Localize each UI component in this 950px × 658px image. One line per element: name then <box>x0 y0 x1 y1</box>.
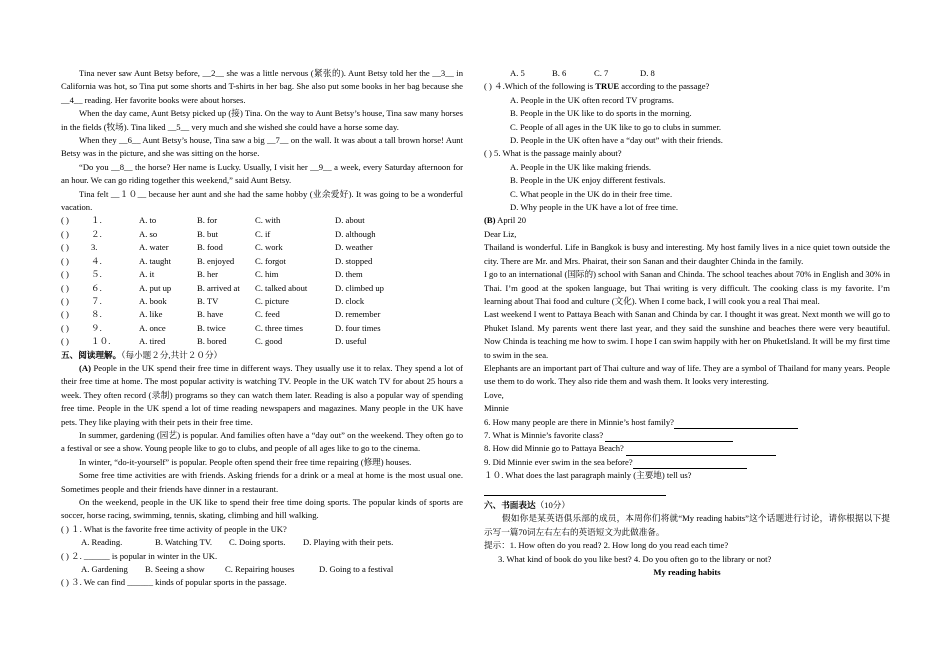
question-4-option-b: B. People in the UK like to do sports in the morning. <box>510 108 692 119</box>
passage-a-para-1: (A) People in the UK spend their free time in different ways. They usually use it to relax. They spend a lot of their free time at home. The most popular activity is watching TV. People in the UK watch TV for about 25 hours a week. They often record (录制) programs so they can watch them later. Reading is also a popular way of spending free time. People in the UK spend a lot of time reading newspapers and magazines. Many people in the UK have pets. They like playing with their pets in their free time. <box>61 362 463 427</box>
question-3: ( ) ３. We can find ______ kinds of popular sports in the passage. <box>61 577 287 588</box>
cloze-paragraph-2: When the day came, Aunt Betsy picked up (接) Tina. On the way to Aunt Betsy’s house, Tina saw many horses in the fields (牧场). Tina liked __5__ very much and she wished she could have a horse some day. <box>61 108 463 132</box>
cloze-paragraph-3: When they __6__ Aunt Betsy’s house, Tina saw a big __7__ on the wall. It was about a tall brown horse! Aunt Betsy was in the picture, and she was sitting on the horse. <box>61 135 463 159</box>
choice-row: ( ) １０. A. tired B. bored C. good D. useful <box>61 336 367 347</box>
letter-signature: Minnie <box>484 403 509 414</box>
question-4-option-c: C. People of all ages in the UK like to go to clubs in summer. <box>510 121 721 132</box>
question-5-option-c: C. What people in the UK do in their free time. <box>510 188 673 199</box>
open-question-8: 8. How did Minnie go to Pattaya Beach? <box>484 442 890 455</box>
question-1: ( ) １. What is the favorite free time activity of people in the UK? <box>61 523 287 534</box>
choice-row: ( ) ７. A. book B. TV C. picture D. clock <box>61 295 365 306</box>
question-4-option-a: A. People in the UK often record TV programs. <box>510 94 674 105</box>
letter-para-3: Last weekend I went to Pattaya Beach with Sanan and Chinda by car. I thought it was great. Next month we will go to Phuket Island. My parents went there last year, and they said the sunshine and beaches there were very beautiful. Now Chinda is teaching me how to swim. I hope I can swim happily with her on PhuketIsland. It will be my first time to swim in the sea. <box>484 309 890 360</box>
choice-row: ( ) ５. A. it B. her C. him D. them <box>61 269 363 280</box>
letter-closing: Love, <box>484 389 504 400</box>
question-3-options: A. 5 B. 6 C. 7 D. 8 <box>510 68 655 78</box>
passage-a-para-5: On the weekend, people in the UK like to spend their free time doing sports. The popular kinds of sports are soccer, horse racing, swimming, tennis, skating, climbing and hill walking. <box>61 497 463 521</box>
question-5-option-a: A. People in the UK like making friends. <box>510 161 652 172</box>
question-5-option-b: B. People in the UK enjoy different festivals. <box>510 175 666 186</box>
question-5: ( ) 5. What is the passage mainly about? <box>484 148 622 159</box>
letter-date: (B) April 20 <box>484 215 527 226</box>
question-4: ( ) ４.Which of the following is TRUE according to the passage? <box>484 81 710 92</box>
open-question-10-answer <box>484 483 890 496</box>
essay-title: My reading habits <box>653 567 721 578</box>
question-5-option-d: D. Why people in the UK have a lot of free time. <box>510 202 679 213</box>
section-6-heading: 六、书面表达（10分） <box>484 500 570 510</box>
answer-line[interactable] <box>633 458 747 469</box>
open-question-6: 6. How many people are there in Minnie’s host family? <box>484 416 890 429</box>
section-5-heading: 五、阅读理解。（每小题２分,共计２０分） <box>61 349 223 360</box>
choice-row: ( ) ４. A. taught B. enjoyed C. forgot D. stopped <box>61 255 373 266</box>
answer-line[interactable] <box>484 485 666 496</box>
left-column <box>61 67 463 590</box>
choice-row: ( ) １. A. to B. for C. with D. about <box>61 215 365 226</box>
letter-para-4: Elephants are an important part of Thai culture and way of life. They are a symbol of Thailand for many years. People use them to do work. They also ride them and wash them. It looks very interesting. <box>484 362 890 387</box>
answer-line[interactable] <box>674 418 798 429</box>
question-2: ( ) ２. ______ is popular in winter in the UK. <box>61 550 218 561</box>
section-6-instructions: 假如你是某英语俱乐部的成员，本周你们将就“My reading habits”这个话题进行讨论，请你根据以下提示写一篇70词左右左右的英语短文为此做准备。 <box>484 513 890 537</box>
section-6-hint-line-2: 3. What kind of book do you like best? 4. Do you often go to the library or not? <box>498 553 772 564</box>
question-1-options: A. Reading. B. Watching TV. C. Doing sports. D. Playing with their pets. <box>81 537 394 548</box>
section-6-hint-line-1: 提示：1. How often do you read? 2. How long do you read each time? <box>484 540 729 551</box>
choice-row: ( ) ６. A. put up B. arrived at C. talked about D. climbed up <box>61 282 384 293</box>
choice-row: ( ) ８. A. like B. have C. feed D. remember <box>61 309 381 320</box>
answer-line[interactable] <box>626 445 776 456</box>
cloze-paragraph-1: Tina never saw Aunt Betsy before, __2__ she was a little nervous (紧张的). Aunt Betsy told her the __3__ in California was hot, so Tina put some shorts and T-shirts in her bag. She also put some books in her bag because she __4__ reading. Her favorite books were about horses. <box>61 68 463 105</box>
question-4-option-d: D. People in the UK often have a “day out” with their friends. <box>510 135 723 146</box>
open-question-7: 7. What is Minnie’s favorite class? <box>484 429 890 442</box>
answer-line[interactable] <box>605 431 733 442</box>
open-question-10: １０. What does the last paragraph mainly (主要地) tell us? <box>484 470 692 481</box>
right-column <box>484 67 890 579</box>
choice-row: ( ) 3. A. water B. food C. work D. weather <box>61 242 373 253</box>
choice-row: ( ) ９. A. once B. twice C. three times D. four times <box>61 322 381 333</box>
cloze-paragraph-4: “Do you __8__ the horse? Her name is Lucky. Usually, I visit her __9__ a week, every Saturday afternoon for an hour. We can go riding together this weekend,” said Aunt Betsy. <box>61 161 463 186</box>
letter-para-1: Thailand is wonderful. Life in Bangkok is busy and interesting. My host family lives in a nice quiet town outside the city. There are Mr. and Mrs. Phairat, their son Sanan and their daughter Chinda in the family. <box>484 242 890 266</box>
passage-a-para-2: In summer, gardening (园艺) is popular. And families often have a “day out” on the weekend. They often go to a festival or see a show. Young people like to go to clubs, and people of all ages like to go to the cinema. <box>61 429 463 454</box>
letter-para-2: I go to an international (国际的) school with Sanan and Chinda. The school teaches about 70% in English and 30% in Thai. I’m good at the spoken language, but Thai writing is very difficult. The cooking class is my favorite. I’m learning about Thai food and culture (文化). When I come back, I will cook you a real Thai meal. <box>484 269 890 306</box>
cloze-paragraph-5: Tina felt __１０__ because her aunt and she had the same hobby (业余爱好). It was going to be a wonderful vacation. <box>61 188 463 213</box>
open-question-9: 9. Did Minnie ever swim in the sea before? <box>484 456 890 469</box>
choice-row: ( ) ２. A. so B. but C. if D. although <box>61 228 376 239</box>
cloze-choices <box>61 214 463 348</box>
question-2-options: A. Gardening B. Seeing a show C. Repairing houses D. Going to a festival <box>81 564 394 575</box>
letter-greeting: Dear Liz, <box>484 228 517 239</box>
passage-a-para-3: In winter, “do-it-yourself” is popular. People often spend their free time repairing (修理) houses. <box>79 456 412 467</box>
passage-a-para-4: Some free time activities are with friends. Asking friends for a drink or a meal at home is the most usual one. Sometimes people and their friends have dinner in a restaurant. <box>61 470 463 494</box>
